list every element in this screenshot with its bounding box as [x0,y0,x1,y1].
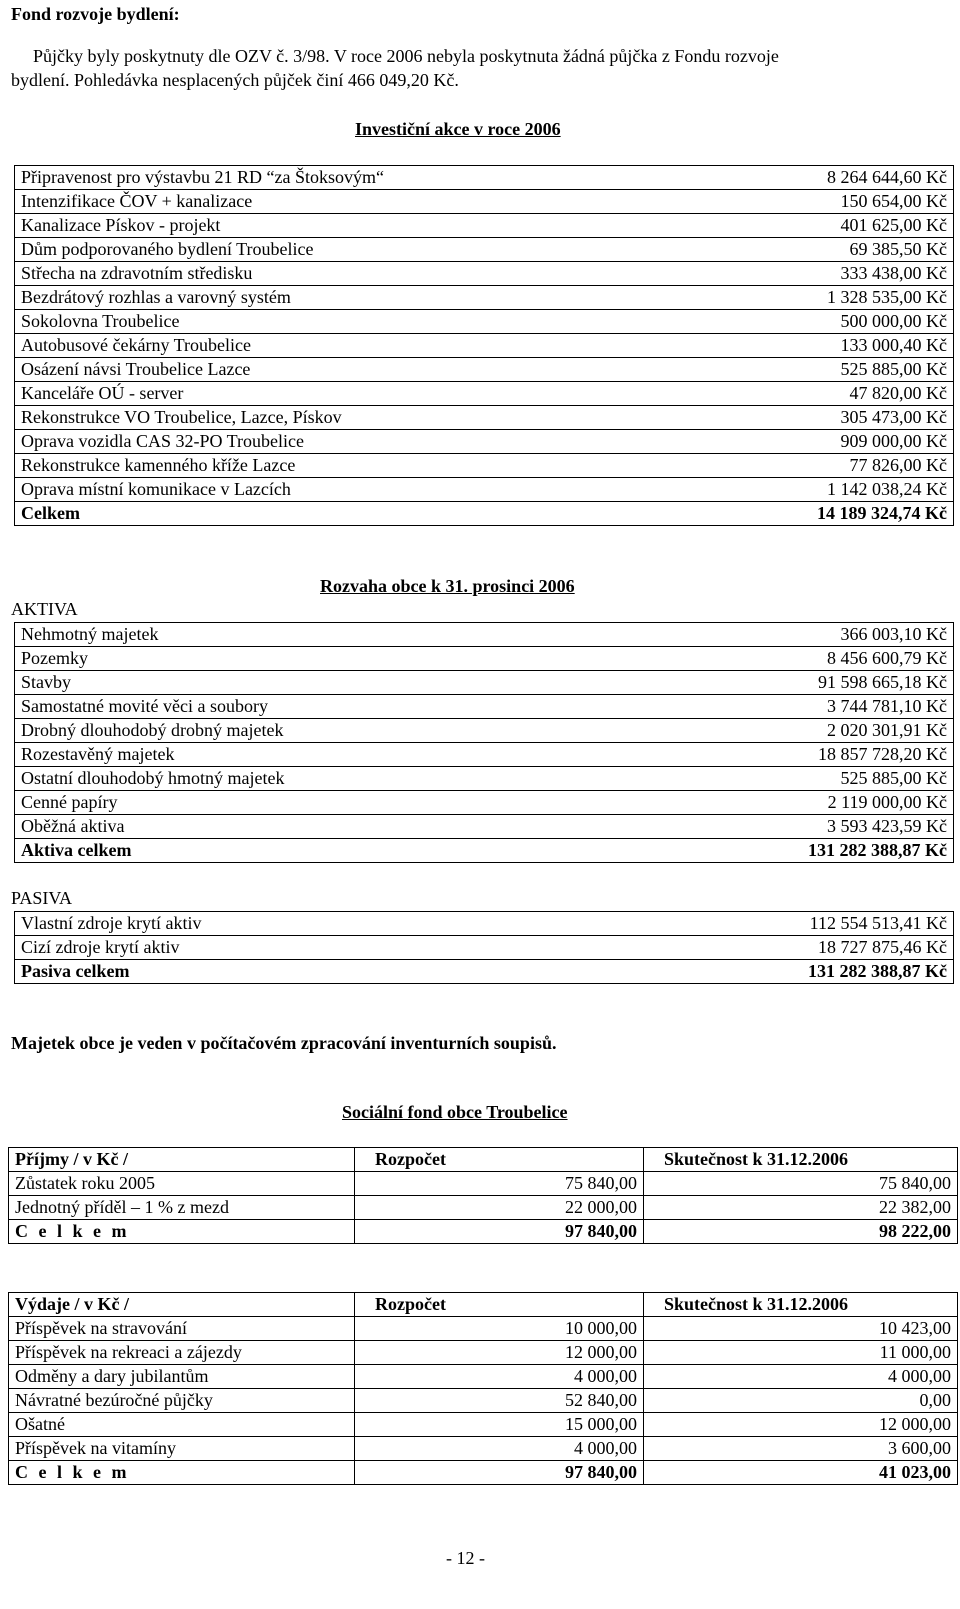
table-row [9,1389,958,1413]
table-row [15,719,954,743]
row-budget [355,1341,644,1365]
row-name-text: Odměny a dary jubilantům [15,1366,209,1386]
balance-item-value [482,912,954,936]
balance-item-value-text: 112 554 513,41 Kč [809,913,947,933]
investment-name [15,334,483,358]
expenses-table [8,1292,958,1485]
investment-name-text: Připravenost pro výstavbu 21 RD “za Štoksovým“ [21,167,384,187]
table-row [15,767,954,791]
investment-name-text: Rekonstrukce kamenného kříže Lazce [21,455,296,475]
header-category-text: Příjmy / v Kč / [15,1149,128,1169]
total-name-text: C e l k e m [15,1462,130,1482]
row-name [9,1389,355,1413]
balance-item-value [482,695,954,719]
investment-name-text: Intenzifikace ČOV + kanalizace [21,191,253,211]
balance-item-value [482,671,954,695]
row-budget [355,1413,644,1437]
investment-name-text: Sokolovna Troubelice [21,311,180,331]
investment-value-text: 47 820,00 Kč [849,383,947,403]
table-row [9,1172,958,1196]
investment-value [482,430,954,454]
investment-value-text: 525 885,00 Kč [840,359,947,379]
row-actual [644,1413,958,1437]
investment-name [15,382,483,406]
row-actual-text: 22 382,00 [879,1197,951,1217]
investment-value-text: 133 000,40 Kč [840,335,947,355]
investment-value-text: 1 328 535,00 Kč [827,287,947,307]
row-budget [355,1196,644,1220]
investment-total-value [482,502,954,526]
balance-item-value [482,719,954,743]
row-budget [355,1365,644,1389]
row-budget-text: 12 000,00 [565,1342,637,1362]
balance-total-value-text: 131 282 388,87 Kč [808,840,947,860]
row-actual-text: 4 000,00 [888,1366,951,1386]
investment-name [15,310,483,334]
balance-item-value-text: 18 727 875,46 Kč [818,937,947,957]
social-fund-title: Sociální fond obce Troubelice [342,1102,568,1122]
balance-item-value-text: 91 598 665,18 Kč [818,672,947,692]
table-row [15,334,954,358]
investment-value-text: 77 826,00 Kč [849,455,947,475]
investment-value [482,310,954,334]
balance-item-name [15,815,483,839]
investment-value [482,262,954,286]
investment-value-text: 333 438,00 Kč [840,263,947,283]
table-row [15,262,954,286]
row-actual [644,1172,958,1196]
liabilities-label: PASIVA [11,888,73,908]
table-row [15,936,954,960]
balance-item-name [15,623,483,647]
table-row [15,214,954,238]
balance-item-name [15,695,483,719]
total-actual [644,1220,958,1244]
total-budget-text: 97 840,00 [565,1221,637,1241]
investment-name-text: Kanceláře OÚ - server [21,383,184,403]
balance-item-name [15,912,483,936]
row-actual [644,1437,958,1461]
header-category-text: Výdaje / v Kč / [15,1294,129,1314]
investment-value-text: 909 000,00 Kč [840,431,947,451]
investment-name-text: Osázení návsi Troubelice Lazce [21,359,251,379]
row-budget-text: 22 000,00 [565,1197,637,1217]
total-row [9,1220,958,1244]
balance-item-name-text: Ostatní dlouhodobý hmotný majetek [21,768,285,788]
balance-total-value-text: 131 282 388,87 Kč [808,961,947,981]
table-row [15,791,954,815]
liabilities-table [14,911,954,984]
table-row [15,382,954,406]
balance-total-label [15,839,483,863]
total-actual-text: 98 222,00 [879,1221,951,1241]
investment-name-text: Bezdrátový rozhlas a varovný systém [21,287,291,307]
row-name-text: Příspěvek na stravování [15,1318,187,1338]
investment-name-text: Rekonstrukce VO Troubelice, Lazce, Pískov [21,407,342,427]
investment-value-text: 1 142 038,24 Kč [827,479,947,499]
investment-name-text: Dům podporovaného bydlení Troubelice [21,239,314,259]
table-row [15,310,954,334]
balance-title: Rozvaha obce k 31. prosinci 2006 [320,576,575,596]
table-row [15,623,954,647]
investment-name [15,190,483,214]
balance-total-label [15,960,483,984]
investment-value-text: 8 264 644,60 Kč [827,167,947,187]
fund-heading: Fond rozvoje bydlení: [11,4,180,24]
assets-label: AKTIVA [11,599,78,619]
row-budget-text: 15 000,00 [565,1414,637,1434]
balance-item-value [482,623,954,647]
row-actual-text: 3 600,00 [888,1438,951,1458]
table-row [15,671,954,695]
row-budget-text: 10 000,00 [565,1318,637,1338]
inventory-note: Majetek obce je veden v počítačovém zpracování inventurních soupisů. [11,1033,557,1053]
balance-item-value [482,815,954,839]
balance-item-value-text: 18 857 728,20 Kč [818,744,947,764]
investment-value [482,478,954,502]
total-budget-text: 97 840,00 [565,1462,637,1482]
row-name-text: Jednotný příděl – 1 % z mezd [15,1197,229,1217]
total-row [15,960,954,984]
fund-text-line1: Půjčky byly poskytnuty dle OZV č. 3/98. V roce 2006 nebyla poskytnuta žádná půjčka z Fondu rozvoje [33,46,779,66]
balance-item-name [15,719,483,743]
balance-item-value-text: 525 885,00 Kč [840,768,947,788]
table-row [15,912,954,936]
balance-total-label-text: Pasiva celkem [21,961,130,981]
investment-name-text: Oprava místní komunikace v Lazcích [21,479,291,499]
investment-value [482,238,954,262]
table-row [15,166,954,190]
investment-value [482,454,954,478]
row-actual [644,1365,958,1389]
header-budget [355,1293,644,1317]
row-name-text: Příspěvek na vitamíny [15,1438,176,1458]
investment-total-label [15,502,483,526]
balance-total-value [482,960,954,984]
balance-item-name-text: Cenné papíry [21,792,118,812]
investments-table [14,165,954,526]
row-budget-text: 75 840,00 [565,1173,637,1193]
row-name-text: Příspěvek na rekreaci a zájezdy [15,1342,242,1362]
balance-item-name-text: Oběžná aktiva [21,816,125,836]
balance-total-label-text: Aktiva celkem [21,840,132,860]
total-actual-text: 41 023,00 [879,1462,951,1482]
balance-item-value-text: 2 020 301,91 Kč [827,720,947,740]
table-row [15,695,954,719]
investment-name-text: Oprava vozidla CAS 32-PO Troubelice [21,431,304,451]
investment-name [15,214,483,238]
row-name-text: Ošatné [15,1414,65,1434]
table-row [9,1341,958,1365]
table-row [15,406,954,430]
row-actual-text: 12 000,00 [879,1414,951,1434]
balance-total-value [482,839,954,863]
investment-total-value-text: 14 189 324,74 Kč [817,503,947,523]
header-actual-text: Skutečnost k 31.12.2006 [664,1294,849,1314]
balance-item-value [482,767,954,791]
table-row [15,478,954,502]
header-budget [355,1148,644,1172]
table-row [9,1437,958,1461]
row-name [9,1437,355,1461]
row-name-text: Návratné bezúročné půjčky [15,1390,213,1410]
row-budget [355,1317,644,1341]
table-row [15,286,954,310]
total-name [9,1461,355,1485]
total-budget [355,1220,644,1244]
row-name [9,1196,355,1220]
investment-name [15,286,483,310]
investment-name-text: Kanalizace Pískov - projekt [21,215,221,235]
investment-name-text: Střecha na zdravotním středisku [21,263,253,283]
row-actual-text: 75 840,00 [879,1173,951,1193]
total-name [9,1220,355,1244]
row-budget-text: 52 840,00 [565,1390,637,1410]
total-name-text: C e l k e m [15,1221,130,1241]
row-name [9,1172,355,1196]
investment-name-text: Autobusové čekárny Troubelice [21,335,251,355]
investment-name [15,406,483,430]
total-actual [644,1461,958,1485]
balance-item-value [482,791,954,815]
header-actual [644,1293,958,1317]
balance-item-name-text: Nehmotný majetek [21,624,159,644]
investment-value-text: 305 473,00 Kč [840,407,947,427]
row-actual [644,1389,958,1413]
investment-value [482,214,954,238]
header-actual [644,1148,958,1172]
row-actual [644,1196,958,1220]
balance-item-name-text: Cizí zdroje krytí aktiv [21,937,180,957]
row-name-text: Zůstatek roku 2005 [15,1173,155,1193]
header-category [9,1148,355,1172]
table-row [15,454,954,478]
investment-value [482,406,954,430]
balance-item-name [15,936,483,960]
balance-item-name [15,671,483,695]
investment-value-text: 500 000,00 Kč [840,311,947,331]
table-row [15,358,954,382]
investment-value-text: 150 654,00 Kč [840,191,947,211]
table-header-row [9,1148,958,1172]
balance-item-name-text: Pozemky [21,648,88,668]
table-row [9,1196,958,1220]
table-header-row [9,1293,958,1317]
investment-value [482,190,954,214]
investment-name [15,166,483,190]
table-row [9,1365,958,1389]
balance-item-name-text: Stavby [21,672,72,692]
header-actual-text: Skutečnost k 31.12.2006 [664,1149,849,1169]
table-row [15,430,954,454]
row-actual-text: 0,00 [919,1390,951,1410]
balance-item-name [15,743,483,767]
table-row [15,815,954,839]
balance-item-value-text: 8 456 600,79 Kč [827,648,947,668]
header-category [9,1293,355,1317]
row-budget-text: 4 000,00 [574,1438,637,1458]
balance-item-name-text: Drobný dlouhodobý drobný majetek [21,720,284,740]
total-row [9,1461,958,1485]
investment-value [482,382,954,406]
total-row [15,502,954,526]
page-number: - 12 - [446,1548,485,1568]
balance-item-name [15,791,483,815]
investment-total-label-text: Celkem [21,503,80,523]
row-budget [355,1389,644,1413]
investment-value-text: 69 385,50 Kč [849,239,947,259]
investment-value [482,166,954,190]
investments-title: Investiční akce v roce 2006 [355,119,561,139]
investment-name [15,430,483,454]
header-budget-text: Rozpočet [375,1149,446,1169]
balance-item-value [482,743,954,767]
table-row [15,647,954,671]
total-budget [355,1461,644,1485]
balance-item-name-text: Vlastní zdroje krytí aktiv [21,913,202,933]
investment-value-text: 401 625,00 Kč [840,215,947,235]
table-row [15,190,954,214]
row-name [9,1365,355,1389]
fund-text-line2: bydlení. Pohledávka nesplacených půjček činí 466 049,20 Kč. [11,70,459,90]
row-name [9,1413,355,1437]
balance-item-value [482,647,954,671]
investment-name [15,478,483,502]
income-table [8,1147,958,1244]
balance-item-name [15,647,483,671]
balance-item-name [15,767,483,791]
row-name [9,1317,355,1341]
row-budget [355,1437,644,1461]
balance-item-value-text: 366 003,10 Kč [840,624,947,644]
investment-name [15,238,483,262]
row-actual [644,1317,958,1341]
total-row [15,839,954,863]
row-actual-text: 11 000,00 [879,1342,951,1362]
investment-value [482,334,954,358]
table-row [15,743,954,767]
header-budget-text: Rozpočet [375,1294,446,1314]
balance-item-value-text: 2 119 000,00 Kč [827,792,947,812]
investment-name [15,262,483,286]
row-budget [355,1172,644,1196]
balance-item-value-text: 3 744 781,10 Kč [827,696,947,716]
balance-item-name-text: Samostatné movité věci a soubory [21,696,268,716]
row-name [9,1341,355,1365]
table-row [15,238,954,262]
assets-table [14,622,954,863]
row-actual [644,1341,958,1365]
table-row [9,1413,958,1437]
investment-name [15,358,483,382]
investment-name [15,454,483,478]
balance-item-value [482,936,954,960]
investment-value [482,286,954,310]
row-budget-text: 4 000,00 [574,1366,637,1386]
row-actual-text: 10 423,00 [879,1318,951,1338]
balance-item-name-text: Rozestavěný majetek [21,744,175,764]
table-row [9,1317,958,1341]
investment-value [482,358,954,382]
balance-item-value-text: 3 593 423,59 Kč [827,816,947,836]
